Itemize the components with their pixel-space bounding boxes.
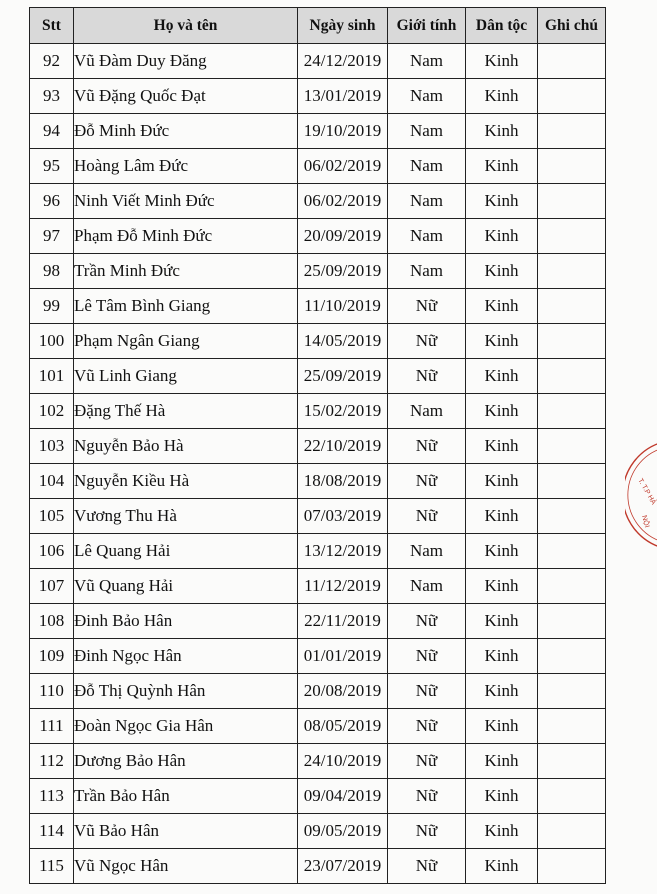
note-cell [538,744,606,779]
stt-cell: 114 [30,814,74,849]
note-cell [538,394,606,429]
gender-cell: Nam [388,79,466,114]
name-cell: Đinh Bảo Hân [74,604,298,639]
student-roster-table [29,7,606,884]
note-cell [538,44,606,79]
note-cell [538,604,606,639]
note-cell [538,464,606,499]
name-cell: Vũ Ngọc Hân [74,849,298,884]
stt-cell: 110 [30,674,74,709]
note-cell [538,534,606,569]
table-row [30,534,606,569]
table-row [30,289,606,324]
stt-cell: 94 [30,114,74,149]
name-cell: Trần Bảo Hân [74,779,298,814]
table-row [30,184,606,219]
gender-cell: Nữ [388,324,466,359]
stt-cell: 97 [30,219,74,254]
table-row [30,114,606,149]
gender-cell: Nam [388,44,466,79]
table-row [30,499,606,534]
table-row [30,639,606,674]
dob-cell: 24/10/2019 [298,744,388,779]
ethnicity-cell: Kinh [466,44,538,79]
gender-cell: Nữ [388,744,466,779]
official-seal [625,440,657,550]
ethnicity-cell: Kinh [466,674,538,709]
ethnicity-cell: Kinh [466,709,538,744]
name-cell: Hoàng Lâm Đức [74,149,298,184]
dob-cell: 13/01/2019 [298,79,388,114]
name-cell: Đỗ Thị Quỳnh Hân [74,674,298,709]
ethnicity-cell: Kinh [466,814,538,849]
dob-cell: 18/08/2019 [298,464,388,499]
name-cell: Phạm Đỗ Minh Đức [74,219,298,254]
dob-cell: 06/02/2019 [298,149,388,184]
name-cell: Dương Bảo Hân [74,744,298,779]
table-row [30,79,606,114]
note-cell [538,184,606,219]
dob-cell: 13/12/2019 [298,534,388,569]
dob-cell: 25/09/2019 [298,359,388,394]
ethnicity-cell: Kinh [466,184,538,219]
stt-cell: 95 [30,149,74,184]
name-cell: Lê Quang Hải [74,534,298,569]
gender-cell: Nam [388,149,466,184]
table-row [30,709,606,744]
dob-cell: 20/09/2019 [298,219,388,254]
ethnicity-cell: Kinh [466,464,538,499]
table-row [30,394,606,429]
stt-cell: 115 [30,849,74,884]
stt-cell: 111 [30,709,74,744]
stt-cell: 96 [30,184,74,219]
dob-cell: 24/12/2019 [298,44,388,79]
note-cell [538,429,606,464]
ethnicity-cell: Kinh [466,149,538,184]
dob-cell: 11/12/2019 [298,569,388,604]
gender-cell: Nữ [388,639,466,674]
dob-cell: 22/10/2019 [298,429,388,464]
stt-cell: 99 [30,289,74,324]
dob-cell: 06/02/2019 [298,184,388,219]
ethnicity-cell: Kinh [466,254,538,289]
stt-cell: 101 [30,359,74,394]
gender-cell: Nữ [388,709,466,744]
note-cell [538,849,606,884]
stt-cell: 100 [30,324,74,359]
table-row [30,149,606,184]
table-body [30,44,606,884]
dob-cell: 01/01/2019 [298,639,388,674]
name-cell: Lê Tâm Bình Giang [74,289,298,324]
name-cell: Vũ Đặng Quốc Đạt [74,79,298,114]
header-note: Ghi chú [538,8,606,44]
stt-cell: 103 [30,429,74,464]
note-cell [538,779,606,814]
ethnicity-cell: Kinh [466,744,538,779]
name-cell: Đặng Thế Hà [74,394,298,429]
note-cell [538,499,606,534]
table-row [30,779,606,814]
stt-cell: 108 [30,604,74,639]
table-row [30,254,606,289]
name-cell: Trần Minh Đức [74,254,298,289]
ethnicity-cell: Kinh [466,289,538,324]
ethnicity-cell: Kinh [466,429,538,464]
gender-cell: Nam [388,569,466,604]
name-cell: Vũ Đàm Duy Đăng [74,44,298,79]
name-cell: Vương Thu Hà [74,499,298,534]
name-cell: Vũ Quang Hải [74,569,298,604]
note-cell [538,149,606,184]
dob-cell: 23/07/2019 [298,849,388,884]
gender-cell: Nam [388,184,466,219]
ethnicity-cell: Kinh [466,324,538,359]
stt-cell: 106 [30,534,74,569]
ethnicity-cell: Kinh [466,499,538,534]
gender-cell: Nữ [388,359,466,394]
stt-cell: 98 [30,254,74,289]
stt-cell: 104 [30,464,74,499]
table-row [30,464,606,499]
name-cell: Nguyễn Kiều Hà [74,464,298,499]
stt-cell: 105 [30,499,74,534]
dob-cell: 14/05/2019 [298,324,388,359]
gender-cell: Nữ [388,779,466,814]
table-row [30,744,606,779]
dob-cell: 19/10/2019 [298,114,388,149]
header-ethnicity: Dân tộc [466,8,538,44]
gender-cell: Nữ [388,499,466,534]
gender-cell: Nữ [388,814,466,849]
svg-text:T. T.P HÀ: T. T.P HÀ [636,477,657,507]
dob-cell: 15/02/2019 [298,394,388,429]
note-cell [538,114,606,149]
table-row [30,324,606,359]
header-name: Họ và tên [74,8,298,44]
gender-cell: Nữ [388,429,466,464]
stt-cell: 109 [30,639,74,674]
note-cell [538,709,606,744]
stt-cell: 92 [30,44,74,79]
gender-cell: Nữ [388,604,466,639]
table-row [30,219,606,254]
ethnicity-cell: Kinh [466,359,538,394]
stt-cell: 107 [30,569,74,604]
header-row [30,8,606,44]
table-row [30,604,606,639]
gender-cell: Nữ [388,289,466,324]
header-gender: Giới tính [388,8,466,44]
dob-cell: 09/05/2019 [298,814,388,849]
ethnicity-cell: Kinh [466,779,538,814]
header-stt: Stt [30,8,74,44]
ethnicity-cell: Kinh [466,604,538,639]
ethnicity-cell: Kinh [466,639,538,674]
note-cell [538,289,606,324]
stt-cell: 102 [30,394,74,429]
header-dob: Ngày sinh [298,8,388,44]
stt-cell: 113 [30,779,74,814]
note-cell [538,639,606,674]
ethnicity-cell: Kinh [466,114,538,149]
name-cell: Đinh Ngọc Hân [74,639,298,674]
ethnicity-cell: Kinh [466,569,538,604]
ethnicity-cell: Kinh [466,219,538,254]
table-row [30,359,606,394]
dob-cell: 22/11/2019 [298,604,388,639]
note-cell [538,324,606,359]
name-cell: Nguyễn Bảo Hà [74,429,298,464]
note-cell [538,674,606,709]
gender-cell: Nữ [388,464,466,499]
name-cell: Đoàn Ngọc Gia Hân [74,709,298,744]
name-cell: Vũ Bảo Hân [74,814,298,849]
gender-cell: Nam [388,534,466,569]
gender-cell: Nam [388,254,466,289]
dob-cell: 20/08/2019 [298,674,388,709]
ethnicity-cell: Kinh [466,849,538,884]
note-cell [538,254,606,289]
gender-cell: Nam [388,394,466,429]
note-cell [538,359,606,394]
dob-cell: 08/05/2019 [298,709,388,744]
stt-cell: 112 [30,744,74,779]
name-cell: Đỗ Minh Đức [74,114,298,149]
table-row [30,44,606,79]
ethnicity-cell: Kinh [466,534,538,569]
gender-cell: Nam [388,219,466,254]
gender-cell: Nam [388,114,466,149]
stt-cell: 93 [30,79,74,114]
dob-cell: 09/04/2019 [298,779,388,814]
dob-cell: 07/03/2019 [298,499,388,534]
table-row [30,814,606,849]
name-cell: Phạm Ngân Giang [74,324,298,359]
name-cell: Ninh Viết Minh Đức [74,184,298,219]
table-row [30,849,606,884]
note-cell [538,79,606,114]
gender-cell: Nữ [388,849,466,884]
svg-text:NỘI: NỘI [640,514,651,529]
gender-cell: Nữ [388,674,466,709]
table-row [30,569,606,604]
dob-cell: 25/09/2019 [298,254,388,289]
note-cell [538,814,606,849]
table-row [30,429,606,464]
dob-cell: 11/10/2019 [298,289,388,324]
ethnicity-cell: Kinh [466,394,538,429]
table-row [30,674,606,709]
ethnicity-cell: Kinh [466,79,538,114]
note-cell [538,219,606,254]
table-header [30,8,606,44]
note-cell [538,569,606,604]
name-cell: Vũ Linh Giang [74,359,298,394]
